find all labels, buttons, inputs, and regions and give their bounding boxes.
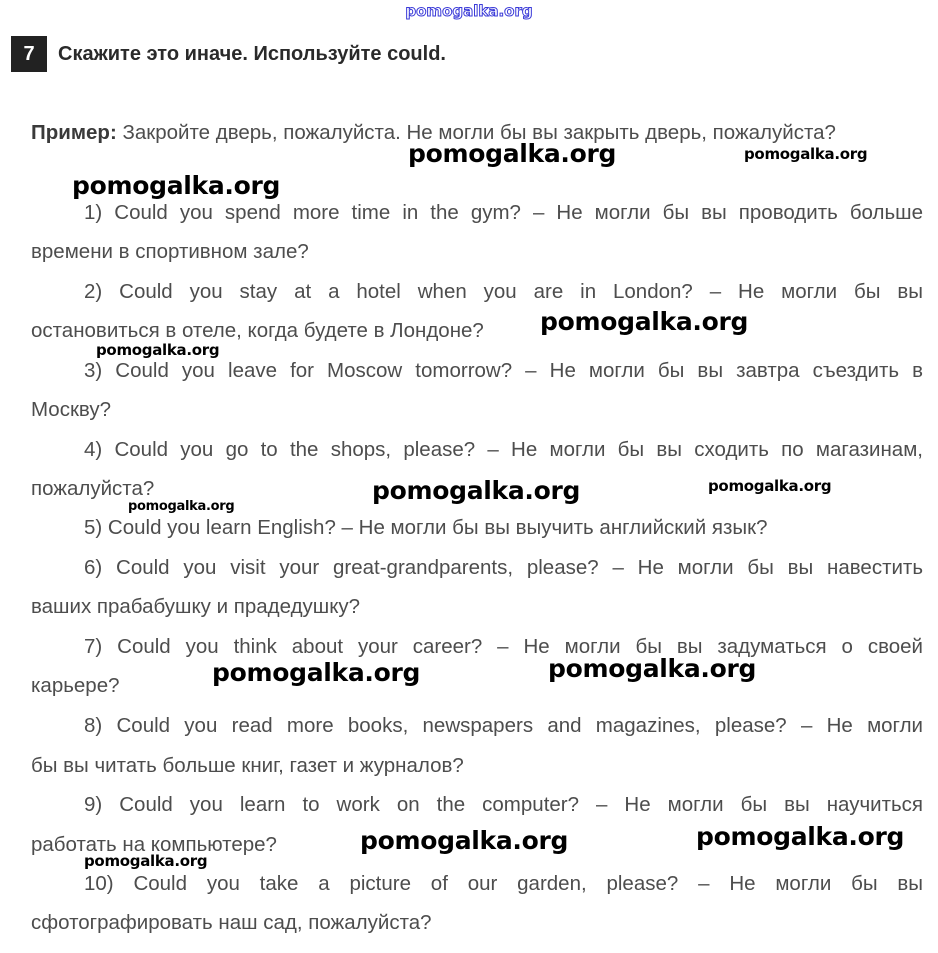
watermark: pomogalka.org (708, 477, 832, 495)
item-5-line-1: 5) Could you learn English? – Не могли бы вы выучить английский язык? (84, 516, 768, 539)
watermark: pomogalka.org (548, 654, 757, 683)
watermark: pomogalka.org (372, 476, 581, 505)
watermark: pomogalka.org (744, 145, 868, 163)
item-9-line-1: 9) Could you learn to work on the computer? – Не могли бы вы научиться (84, 793, 923, 816)
item-1-line-2: времени в спортивном зале? (31, 240, 309, 263)
watermark: pomogalka.org (84, 852, 208, 870)
item-10-line-1: 10) Could you take a picture of our garden, please? – Не могли бы вы (84, 872, 923, 895)
item-3-line-1: 3) Could you leave for Moscow tomorrow? – Не могли бы вы завтра съездить в (84, 359, 923, 382)
task-title: Скажите это иначе. Используйте could. (58, 42, 446, 65)
item-10-line-2: сфотографировать наш сад, пожалуйста? (31, 911, 432, 934)
item-6-line-2: ваших прабабушку и прадедушку? (31, 595, 361, 618)
item-7-line-1: 7) Could you think about your career? – Не могли бы вы задуматься о своей (84, 635, 923, 658)
example-text: Закройте дверь, пожалуйста. Не могли бы вы закрыть дверь, пожалуйста? (116, 121, 836, 144)
item-4-line-2: пожалуйста? (31, 477, 155, 500)
top-watermark: pomogalka.org (405, 2, 533, 20)
watermark: pomogalka.org (696, 822, 905, 851)
watermark: pomogalka.org (128, 499, 235, 514)
watermark: pomogalka.org (540, 307, 749, 336)
task-header (11, 36, 446, 72)
watermark: pomogalka.org (360, 826, 569, 855)
watermark: pomogalka.org (96, 341, 220, 359)
item-4-line-1: 4) Could you go to the shops, please? – Не могли бы вы сходить по магазинам, (84, 438, 923, 461)
item-6-line-1: 6) Could you visit your great-grandparents, please? – Не могли бы вы навестить (84, 556, 923, 579)
watermark: pomogalka.org (408, 139, 617, 168)
item-3-line-2: Москву? (31, 398, 112, 421)
item-7-line-2: карьере? (31, 674, 120, 697)
watermark: pomogalka.org (212, 658, 421, 687)
task-number: 7 (11, 36, 47, 72)
item-8-line-2: бы вы читать больше книг, газет и журналов? (31, 754, 464, 777)
item-2-line-1: 2) Could you stay at a hotel when you are in London? – Не могли бы вы (84, 280, 923, 303)
item-1-line-1: 1) Could you spend more time in the gym? – Не могли бы вы проводить больше (84, 201, 923, 224)
watermark: pomogalka.org (72, 171, 281, 200)
item-2-line-2: остановиться в отеле, когда будете в Лондоне? (31, 319, 484, 342)
item-9-line-2: работать на компьютере? (31, 833, 277, 856)
item-8-line-1: 8) Could you read more books, newspapers and magazines, please? – Не могли (84, 714, 923, 737)
example-label: Пример: (31, 121, 117, 144)
